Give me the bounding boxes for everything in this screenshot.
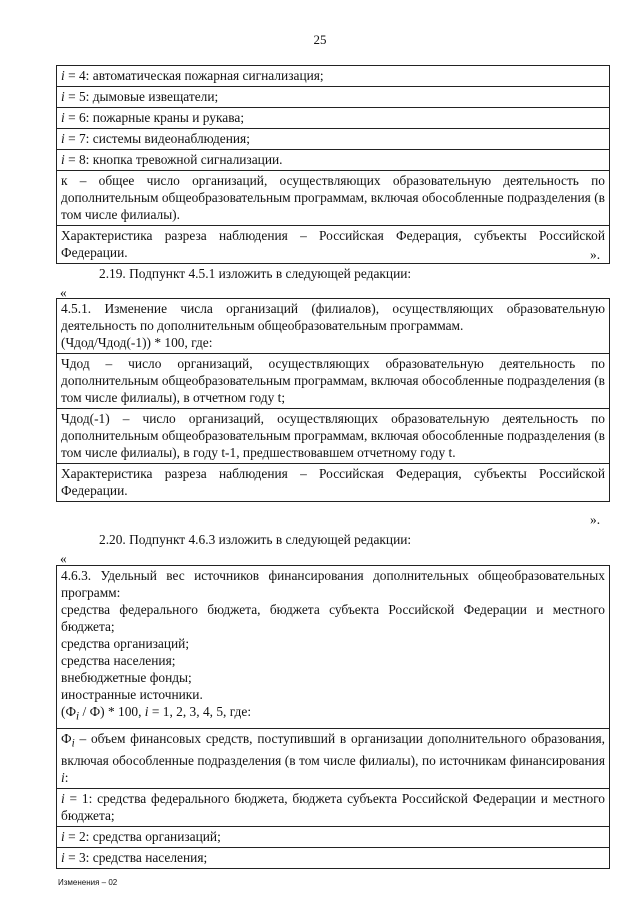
closing-quote: ». [590,247,601,262]
opening-quote: « [60,285,67,300]
table-row: i = 6: пожарные краны и рукава; [57,107,609,128]
page-number: 25 [313,32,327,47]
table-row: i = 8: кнопка тревожной сигнализации. [57,149,609,170]
opening-quote: « [60,551,67,566]
k-definition: к – общее число организаций, осуществляющих образовательную деятельность по дополнительным общеобразовательным программам, включая обособленные подразделения (в том числе филиалы). [57,170,609,225]
table-continuation [56,65,610,264]
chdod-definition: Чдод – число организаций, осуществляющих образовательную деятельность по дополнительным общеобразовательным программам, включая обособленные подразделения (в том числе филиалы), в отчетном году t; [57,353,609,408]
observation-characteristic: Характеристика разреза наблюдения – Российская Федерация, субъекты Российской Федерации. [57,463,609,501]
chdod-prev-definition: Чдод(-1) – число организаций, осуществляющих образовательную деятельность по дополнительным общеобразовательным программам, включая обособленные подразделения (в том числе филиалы), в году t-1, предшествовавшем отчетному году t. [57,408,609,463]
formula: $(Ф_i / Ф) * 100$, i = 1, 2, 3, 4, 5, где: [61,704,252,723]
item-heading: 4.6.3. Удельный вес источников финансирования дополнительных общеобразовательных программ: средства федерального бюджета, бюджета субъекта Российской Федерации и местного бюджета; средства организаций; средства населения; внебюджетные фонды; иностранные источники. $(Ф_i / Ф) * 100$, i = 1, 2, 3, 4, 5, где: [57,566,609,728]
phi-definition: $Ф_i$ – объем финансовых средств, поступивший в организации дополнительного образования, включая обособленные подразделения (в том числе филиалы), по источникам финансирования i: [57,728,609,789]
paragraph-2-19: 2.19. Подпункт 4.5.1 изложить в следующей редакции: [99,266,412,281]
closing-quote: ». [590,512,601,527]
table-4-6-3 [56,565,610,869]
table-row: i = 5: дымовые извещатели; [57,86,609,107]
table-row: i = 4: автоматическая пожарная сигнализация; [61,68,324,83]
table-row: i = 2: средства организаций; [57,826,609,847]
item-heading: 4.5.1. Изменение числа организаций (филиалов), осуществляющих образовательную деятельность по дополнительным общеобразовательным программам. (Чдод/Чдод(-1)) * 100, где: [61,301,605,350]
footer-label: Изменения – 02 [58,878,118,887]
observation-characteristic: Характеристика разреза наблюдения – Российская Федерация, субъекты Российской Федерации. [57,225,609,263]
table-row: i = 3: средства населения; [57,847,609,868]
table-row: i = 7: системы видеонаблюдения; [57,128,609,149]
table-4-5-1 [56,298,610,502]
table-row: i = 1: средства федерального бюджета, бюджета субъекта Российской Федерации и местного бюджета; [57,788,609,826]
paragraph-2-20: 2.20. Подпункт 4.6.3 изложить в следующей редакции: [99,532,412,547]
